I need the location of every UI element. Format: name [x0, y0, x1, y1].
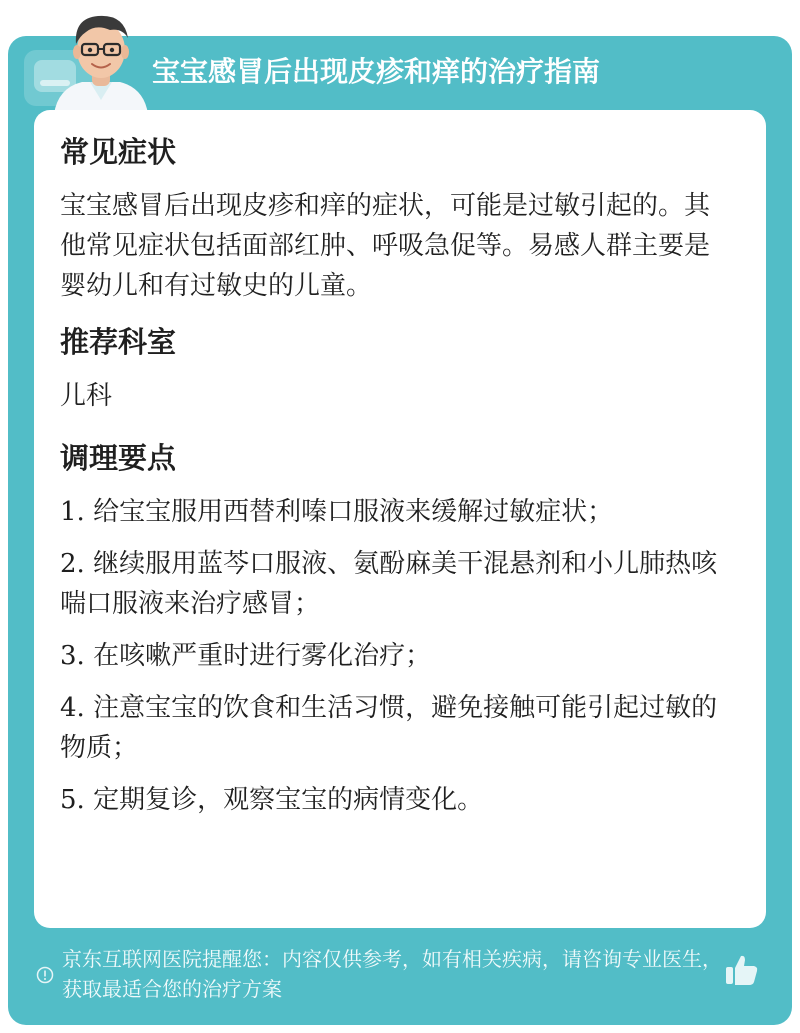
- card-content: [60, 132, 730, 832]
- care-tip-text: 继续服用蓝芩口服液、氨酚麻美干混悬剂和小儿肺热咳喘口服液来治疗感冒；: [60, 549, 718, 619]
- doctor-avatar-icon: [46, 4, 156, 114]
- care-tip-number: 2.: [60, 549, 85, 579]
- care-tip-number: 5.: [60, 785, 85, 815]
- care-tip-item: [60, 688, 730, 768]
- page-title: 宝宝感冒后出现皮疹和痒的治疗指南: [152, 55, 601, 88]
- care-tip-item: [60, 636, 730, 676]
- care-tip-item: [60, 492, 730, 532]
- care-tip-number: 3.: [60, 641, 85, 671]
- care-tip-text: 给宝宝服用西替利嗪口服液来缓解过敏症状；: [93, 497, 614, 527]
- symptoms-text: 宝宝感冒后出现皮疹和痒的症状，可能是过敏引起的。其他常见症状包括面部红肿、呼吸急促等。易感人群主要是婴幼儿和有过敏史的儿童。: [60, 191, 711, 301]
- symptoms-heading: 常见症状: [60, 135, 177, 169]
- department-text: 儿科: [60, 381, 113, 411]
- care-tip-text: 定期复诊，观察宝宝的病情变化。: [93, 785, 484, 815]
- footer-notice: 京东互联网医院提醒您：内容仅供参考，如有相关疾病，请咨询专业医生，获取最适合您的治疗方案: [62, 947, 722, 1001]
- department-heading: 推荐科室: [60, 325, 177, 359]
- care-tip-text: 注意宝宝的饮食和生活习惯，避免接触可能引起过敏的物质；: [60, 693, 718, 763]
- info-icon: [36, 966, 54, 984]
- care-tip-number: 1.: [60, 497, 85, 527]
- care-tip-text: 在咳嗽严重时进行雾化治疗；: [93, 641, 432, 671]
- content-card: [34, 110, 766, 928]
- care-tip-number: 4.: [60, 693, 85, 723]
- thumbs-up-icon[interactable]: [722, 950, 762, 990]
- care-tip-item: [60, 780, 730, 820]
- care-tip-item: [60, 544, 730, 624]
- care-heading: 调理要点: [60, 441, 177, 475]
